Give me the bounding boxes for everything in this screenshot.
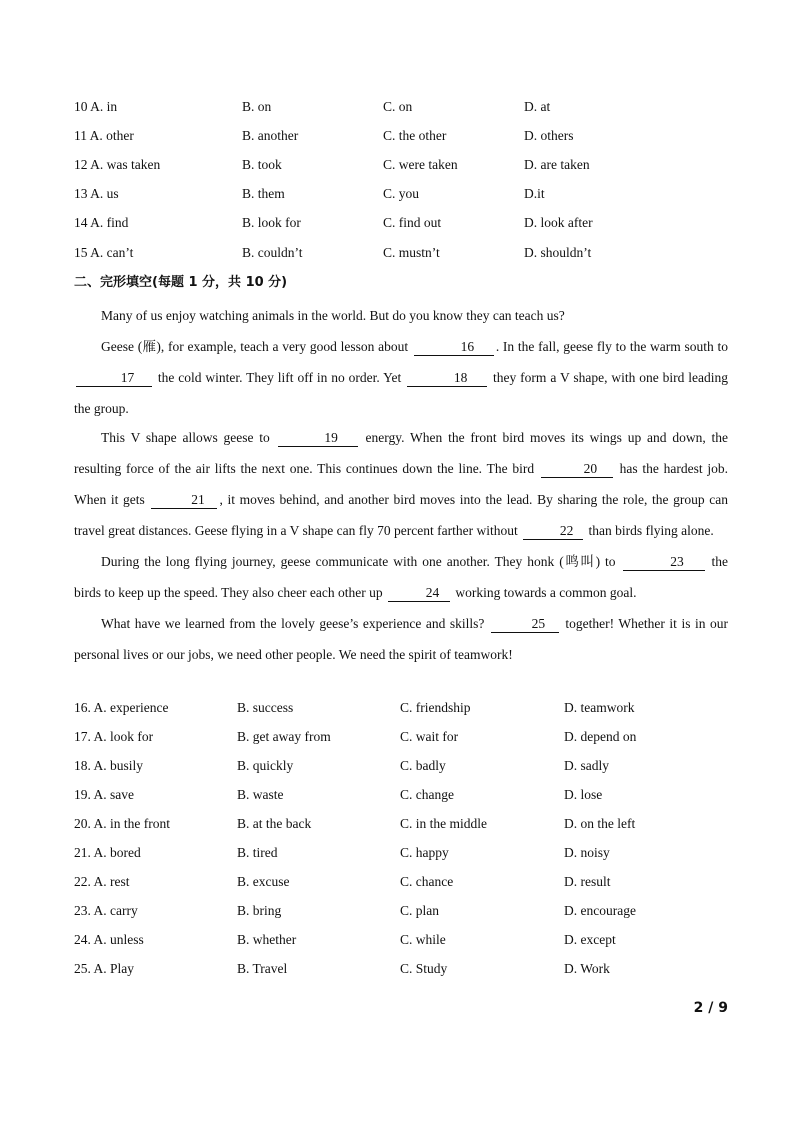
option-c: C. happy <box>400 845 449 860</box>
option-row-15 <box>74 243 754 263</box>
option-d: D. result <box>564 874 611 889</box>
paragraph-text: This V shape allows geese to <box>101 430 270 445</box>
option-b: B. on <box>242 99 272 114</box>
blank-16: 16 <box>414 339 494 356</box>
option-d: D. look after <box>524 215 593 230</box>
option-a: 21. A. bored <box>74 845 141 860</box>
option-a: 14 A. find <box>74 215 129 230</box>
paragraph-text: . In the fall, geese fly to the warm south to <box>495 339 728 354</box>
option-c: C. wait for <box>400 729 459 744</box>
option-row-18 <box>74 756 754 776</box>
paragraph-text: What have we learned from the lovely geese’s experience and skills? <box>101 616 485 631</box>
option-c: C. you <box>383 186 420 201</box>
option-d: D. sadly <box>564 758 609 773</box>
option-d: D. depend on <box>564 729 637 744</box>
option-c: C. on <box>383 99 413 114</box>
option-row-11 <box>74 126 754 146</box>
section-title: 二、完形填空(每题 1 分，共 10 分) <box>74 275 288 290</box>
blank-25: 25 <box>491 616 559 633</box>
option-row-12 <box>74 155 754 175</box>
blank-22: 22 <box>523 523 583 540</box>
option-b: B. waste <box>237 787 284 802</box>
option-b: B. took <box>242 157 282 172</box>
option-a: 12 A. was taken <box>74 157 161 172</box>
option-a: 16. A. experience <box>74 700 169 715</box>
option-c: C. were taken <box>383 157 458 172</box>
option-a: 10 A. in <box>74 99 118 114</box>
option-row-24 <box>74 930 754 950</box>
option-a: 25. A. Play <box>74 961 135 976</box>
paragraph-5 <box>74 608 728 670</box>
option-d: D.it <box>524 186 545 201</box>
option-c: C. find out <box>383 215 442 230</box>
paragraph-text: has the hardest job. When it gets <box>74 461 728 507</box>
cloze-passage <box>74 300 728 670</box>
option-b: B. quickly <box>237 758 294 773</box>
paragraph-text: , it moves behind, and another bird moves into the lead. By sharing the role, the group can travel great distances. Geese flying in a V shape can fly 70 percent farther without <box>74 492 729 538</box>
option-row-17 <box>74 727 754 747</box>
option-row-10 <box>74 97 754 117</box>
option-c: C. in the middle <box>400 816 487 831</box>
option-d: D. except <box>564 932 616 947</box>
blank-19: 19 <box>278 430 358 447</box>
paragraph-2 <box>74 331 728 424</box>
option-c: C. badly <box>400 758 446 773</box>
option-a: 13 A. us <box>74 186 119 201</box>
option-b: B. whether <box>237 932 297 947</box>
option-d: D. at <box>524 99 551 114</box>
option-c: C. Study <box>400 961 448 976</box>
option-b: B. them <box>242 186 285 201</box>
option-row-19 <box>74 785 754 805</box>
option-c: C. while <box>400 932 446 947</box>
option-b: B. couldn’t <box>242 245 303 260</box>
paragraph-1 <box>74 300 728 331</box>
option-b: B. bring <box>237 903 282 918</box>
paragraph-text: energy. When the front bird moves its wings up and down, the resulting force of the air lifts the next one. This continues down the line. The bird <box>74 430 729 476</box>
paragraph-text: Geese (雁), for example, teach a very good lesson about <box>101 339 409 354</box>
option-d: D. shouldn’t <box>524 245 592 260</box>
paragraph-text: the cold winter. They lift off in no order. Yet <box>157 370 402 385</box>
paragraph-text: Many of us enjoy watching animals in the world. But do you know they can teach us? <box>101 308 565 323</box>
paragraph-4 <box>74 546 728 608</box>
option-c: C. the other <box>383 128 447 143</box>
option-a: 15 A. can’t <box>74 245 134 260</box>
paragraph-text: than birds flying alone. <box>588 523 714 538</box>
option-b: B. Travel <box>237 961 288 976</box>
option-b: B. look for <box>242 215 301 230</box>
option-d: D. lose <box>564 787 603 802</box>
option-a: 23. A. carry <box>74 903 138 918</box>
option-b: B. at the back <box>237 816 312 831</box>
option-a: 18. A. busily <box>74 758 144 773</box>
option-d: D. are taken <box>524 157 590 172</box>
option-a: 19. A. save <box>74 787 134 802</box>
blank-18: 18 <box>407 370 487 387</box>
option-d: D. noisy <box>564 845 610 860</box>
page-number: 2 / 9 <box>693 1000 728 1016</box>
paragraph-text: During the long flying journey, geese communicate with one another. They honk (鸣叫) to <box>101 554 616 569</box>
option-b: B. another <box>242 128 299 143</box>
option-a: 24. A. unless <box>74 932 144 947</box>
option-c: C. mustn’t <box>383 245 440 260</box>
paragraph-text: they form a V shape, with one bird leading the group. <box>74 370 728 416</box>
option-a: 11 A. other <box>74 128 134 143</box>
option-c: C. change <box>400 787 454 802</box>
option-b: B. tired <box>237 845 278 860</box>
option-b: B. get away from <box>237 729 331 744</box>
option-d: D. encourage <box>564 903 636 918</box>
option-c: C. chance <box>400 874 454 889</box>
blank-17: 17 <box>76 370 152 387</box>
option-row-14 <box>74 213 754 233</box>
paragraph-text: together! Whether it is in our personal lives or our jobs, we need other people. We need the spirit of teamwork! <box>74 616 729 662</box>
option-a: 20. A. in the front <box>74 816 170 831</box>
option-d: D. Work <box>564 961 610 976</box>
blank-23: 23 <box>623 554 705 571</box>
paragraph-3 <box>74 422 728 546</box>
option-b: B. success <box>237 700 294 715</box>
option-row-21 <box>74 843 754 863</box>
option-d: D. on the left <box>564 816 636 831</box>
paragraph-text: the birds to keep up the speed. They also cheer each other up <box>74 554 729 600</box>
option-row-23 <box>74 901 754 921</box>
option-row-22 <box>74 872 754 892</box>
option-d: D. teamwork <box>564 700 635 715</box>
option-row-13 <box>74 184 754 204</box>
blank-21: 21 <box>151 492 217 509</box>
option-c: C. plan <box>400 903 439 918</box>
option-row-16 <box>74 698 754 718</box>
paragraph-text: working towards a common goal. <box>455 585 637 600</box>
option-b: B. excuse <box>237 874 290 889</box>
option-a: 22. A. rest <box>74 874 130 889</box>
option-row-20 <box>74 814 754 834</box>
option-row-25 <box>74 959 754 979</box>
blank-20: 20 <box>541 461 613 478</box>
option-c: C. friendship <box>400 700 471 715</box>
option-a: 17. A. look for <box>74 729 154 744</box>
blank-24: 24 <box>388 585 450 602</box>
option-d: D. others <box>524 128 574 143</box>
